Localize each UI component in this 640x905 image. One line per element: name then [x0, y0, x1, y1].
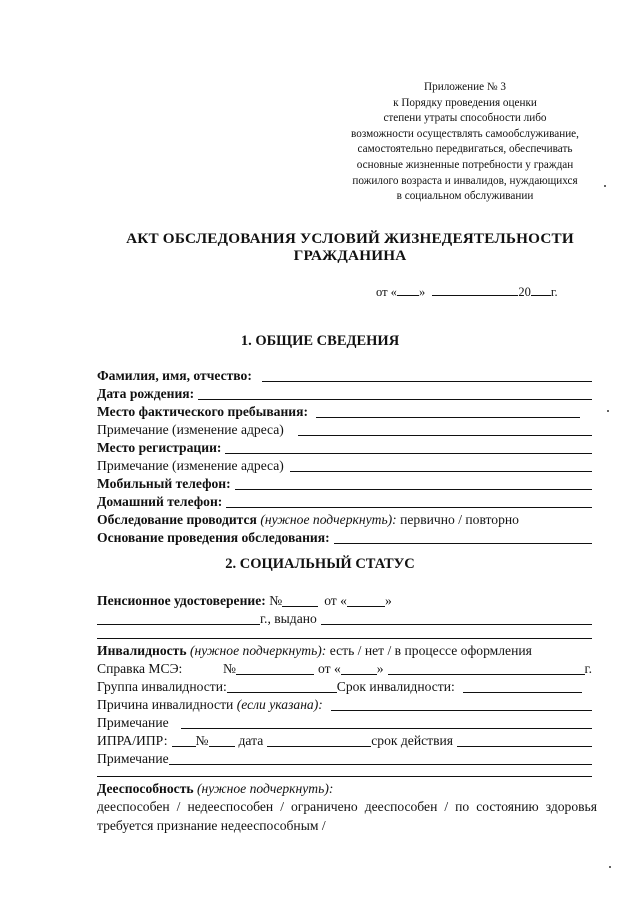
- note-address-row-1: [97, 420, 592, 438]
- term-label: Срок инвалидности:: [336, 679, 455, 694]
- annex-line: степени утраты способности либо: [383, 112, 547, 125]
- scan-speck: [604, 185, 606, 187]
- century-label: 20: [518, 285, 531, 299]
- scan-speck: [607, 410, 609, 412]
- annex-header: [320, 80, 610, 205]
- group-field[interactable]: [227, 679, 337, 693]
- capacity-hint: (нужное подчеркнуть):: [196, 781, 334, 796]
- pension-row: [97, 591, 592, 609]
- reason-row: [97, 695, 592, 713]
- basis-row: [97, 528, 592, 546]
- note2-label: Примечание: [97, 751, 169, 766]
- disability-label: Инвалидность: [97, 643, 187, 658]
- birth-date-field[interactable]: [198, 386, 592, 400]
- basis-label: Основание проведения обследования:: [97, 530, 330, 545]
- mobile-row: [97, 474, 592, 492]
- mse-no-label: №: [223, 661, 236, 676]
- month-field[interactable]: [432, 283, 518, 296]
- pension-issued-row: [97, 609, 592, 627]
- annex-line: к Порядку проведения оценки: [393, 96, 537, 109]
- ipra-series-field[interactable]: [172, 733, 196, 747]
- note2-field[interactable]: [169, 751, 592, 765]
- survey-row: [97, 510, 592, 528]
- mse-row: [97, 659, 592, 677]
- pension-number-field[interactable]: [282, 593, 318, 607]
- year-suffix: г.: [550, 285, 558, 299]
- pension-close-quote: »: [384, 593, 392, 608]
- home-phone-row: [97, 492, 592, 510]
- group-row: [97, 677, 592, 695]
- annex-line: возможности осуществлять самообслуживание,: [351, 127, 579, 140]
- pension-date-field[interactable]: [347, 593, 385, 607]
- ipra-no-label: №: [195, 733, 209, 748]
- section-2-title: 2. СОЦИАЛЬНЫЙ СТАТУС: [225, 556, 415, 572]
- basis-field[interactable]: [334, 530, 592, 544]
- actual-place-field[interactable]: [316, 404, 580, 418]
- disability-hint: (нужное подчеркнуть):: [189, 643, 327, 658]
- ipra-date-label: дата: [238, 733, 264, 748]
- ipra-term-field[interactable]: [457, 733, 592, 747]
- mobile-label: Мобильный телефон:: [97, 476, 231, 491]
- day-field[interactable]: [397, 283, 419, 296]
- birth-date-label: Дата рождения:: [97, 386, 195, 401]
- annex-line: самостоятельно передвигаться, обеспечивать: [357, 143, 573, 156]
- date-close-quote: »: [418, 285, 426, 299]
- note-label: Примечание: [97, 715, 169, 730]
- pension-issued-label: г., выдано: [260, 611, 317, 626]
- registration-label: Место регистрации:: [97, 440, 222, 455]
- date-from-label: от «: [376, 285, 397, 299]
- ipra-date-field[interactable]: [267, 733, 371, 747]
- pension-extra-line[interactable]: [97, 638, 592, 639]
- note2-extra-line[interactable]: [97, 776, 592, 777]
- fio-field[interactable]: [262, 368, 592, 382]
- mse-day-field[interactable]: [341, 661, 377, 675]
- annex-line: пожилого возраста и инвалидов, нуждающихся: [352, 174, 578, 187]
- survey-options[interactable]: первично / повторно: [400, 512, 519, 527]
- annex-line: в социальном обслуживании: [396, 190, 534, 203]
- ipra-label: ИПРА/ИПР:: [97, 733, 168, 748]
- title-line-2: ГРАЖДАНИНА: [293, 247, 407, 264]
- reason-label: Причина инвалидности: [97, 697, 234, 712]
- mse-month-field[interactable]: [388, 661, 585, 675]
- mse-year-label: г.: [584, 661, 592, 676]
- capacity-label: Дееспособность: [97, 781, 194, 796]
- note-address-field-1[interactable]: [298, 422, 592, 436]
- ipra-row: [97, 731, 592, 749]
- ipra-term-label: срок действия: [371, 733, 454, 748]
- birth-date-row: [97, 384, 592, 402]
- reason-hint: (если указана):: [236, 697, 323, 712]
- note-address-field-2[interactable]: [290, 458, 592, 472]
- scan-speck: [609, 866, 611, 868]
- mobile-field[interactable]: [235, 476, 592, 490]
- pension-label: Пенсионное удостоверение:: [97, 593, 266, 608]
- fio-label: Фамилия, имя, отчество:: [97, 368, 252, 383]
- title-line-1: АКТ ОБСЛЕДОВАНИЯ УСЛОВИЙ ЖИЗНЕДЕЯТЕЛЬНОСТИ: [126, 230, 574, 247]
- pension-no-label: №: [269, 593, 283, 608]
- group-label: Группа инвалидности:: [97, 679, 227, 694]
- pension-year-field[interactable]: [97, 611, 260, 625]
- reason-field[interactable]: [331, 697, 592, 711]
- mse-from-label: от «: [317, 661, 341, 676]
- actual-place-label: Место фактического пребывания:: [97, 404, 309, 419]
- note-field[interactable]: [181, 715, 592, 729]
- survey-label: Обследование проводится: [97, 512, 257, 527]
- annex-line: основные жизненные потребности у граждан: [356, 158, 574, 171]
- ipra-number-field[interactable]: [209, 733, 235, 747]
- home-phone-label: Домашний телефон:: [97, 494, 223, 509]
- disability-options[interactable]: есть / нет / в процессе оформления: [329, 643, 532, 658]
- note-address-label-1: Примечание (изменение адреса): [97, 422, 284, 437]
- home-phone-field[interactable]: [226, 494, 592, 508]
- capacity-row: [97, 779, 592, 797]
- note-address-label-2: Примечание (изменение адреса): [97, 458, 284, 473]
- mse-number-field[interactable]: [236, 661, 314, 675]
- registration-field[interactable]: [225, 440, 592, 454]
- note2-row: [97, 749, 592, 767]
- note-address-row-2: [97, 456, 592, 474]
- disability-row: [97, 641, 592, 659]
- document-title: [60, 230, 640, 264]
- section-1-title: 1. ОБЩИЕ СВЕДЕНИЯ: [240, 333, 400, 349]
- pension-issued-field[interactable]: [321, 611, 592, 625]
- capacity-options[interactable]: дееспособен / недееспособен / ограничено дееспособен / по состоянию здоровья требуется признание недееспособным /: [97, 799, 597, 833]
- document-date: [376, 283, 558, 300]
- note-row: [97, 713, 592, 731]
- mse-close-quote: »: [376, 661, 384, 676]
- pension-from-label: от «: [324, 593, 347, 608]
- survey-hint: (нужное подчеркнуть):: [260, 512, 397, 527]
- fio-row: [97, 366, 592, 384]
- term-field[interactable]: [463, 679, 582, 693]
- year-field[interactable]: [531, 283, 551, 296]
- actual-place-row: [97, 402, 592, 420]
- mse-label: Справка МСЭ:: [97, 661, 183, 676]
- registration-row: [97, 438, 592, 456]
- annex-line: Приложение № 3: [424, 81, 506, 93]
